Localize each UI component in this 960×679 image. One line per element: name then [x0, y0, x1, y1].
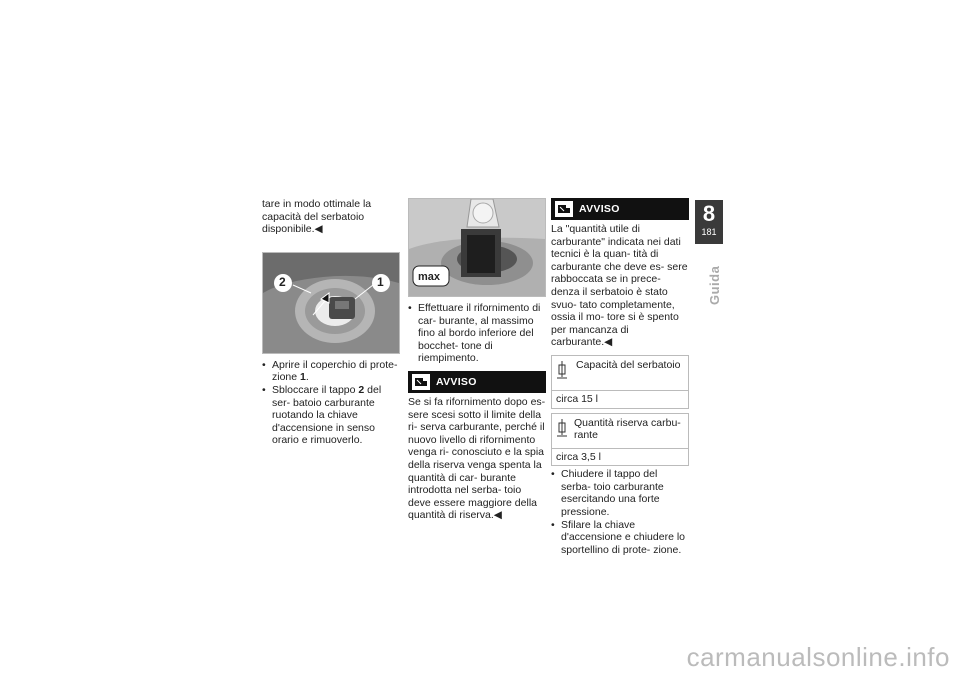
watermark: carmanualsonline.info [686, 642, 950, 672]
photo-label-2: 2 [279, 274, 286, 289]
warning-banner-2 [551, 198, 689, 220]
fuel-gauge-icon [556, 359, 570, 387]
chapter-tab [695, 200, 723, 244]
spec-value: circa 3,5 l [556, 450, 601, 463]
step-open-cover: • Aprire il coperchio di prote- zione 1. [262, 359, 400, 384]
column-2 [408, 198, 546, 522]
fuel-gauge-icon [556, 417, 568, 445]
section-title: Guida [707, 265, 722, 305]
warning-title-2: AVVISO [579, 202, 620, 215]
step-unlock-cap: • Sbloccare il tappo 2 del ser- batoio carburante ruotando la chiave d'accensione in senso orario e rimuoverlo. [262, 384, 400, 447]
column-3 [551, 198, 689, 556]
spec-value: circa 15 l [556, 392, 599, 405]
spec-reserve-quantity [551, 413, 689, 467]
max-label: max [418, 271, 441, 283]
warning-title-1: AVVISO [436, 375, 477, 388]
column-1 [262, 198, 400, 447]
warning-icon [412, 374, 430, 390]
warning-text-2: La "quantità utile di carburante" indicata nei dati tecnici è la quan- tità di carburante che deve es- sere rabboccata se in prece- denza il serbatoio è stato svuo- tato completamente, ossia il mo- tore si è spento per mancanza di carburante.◀ [551, 223, 688, 349]
chapter-number: 8 [702, 201, 716, 226]
step-refuel: • Effettuare il rifornimento di car- burante, al massimo fino al bordo inferiore del bocchet- tone di riempimento. [408, 302, 546, 365]
spec-label: Capacità del serbatoio [576, 358, 681, 371]
page-number: 181 [701, 227, 717, 237]
step-close-cap: • Chiudere il tappo del serba- toio carburante esercitando una forte pressione. [551, 468, 689, 518]
warning-banner-1 [408, 371, 546, 393]
spec-label: Quantità riserva carbu- rante [574, 416, 681, 442]
step-remove-key: • Sfilare la chiave d'accensione e chiudere lo sportellino di prote- zione. [551, 519, 689, 557]
warning-icon [555, 201, 573, 217]
photo-label-1: 1 [377, 274, 384, 289]
fuel-filler-photo [408, 198, 546, 297]
fuel-cap-photo [262, 252, 400, 354]
intro-text: tare in modo ottimale la capacità del serbatoio disponibile.◀ [262, 198, 372, 236]
fuel-cap-illustration [263, 253, 399, 353]
warning-text-1: Se si fa rifornimento dopo es- sere scesi sotto il limite della ri- serva carburante, perché il nuovo livello di rifornimento venga ri- conosciuto e la spia della riserva venga spenta la quantità di car- burante introdotta nel serba- toio deve essere maggiore della quantità di riserva.◀ [408, 395, 546, 522]
spec-tank-capacity [551, 355, 689, 409]
